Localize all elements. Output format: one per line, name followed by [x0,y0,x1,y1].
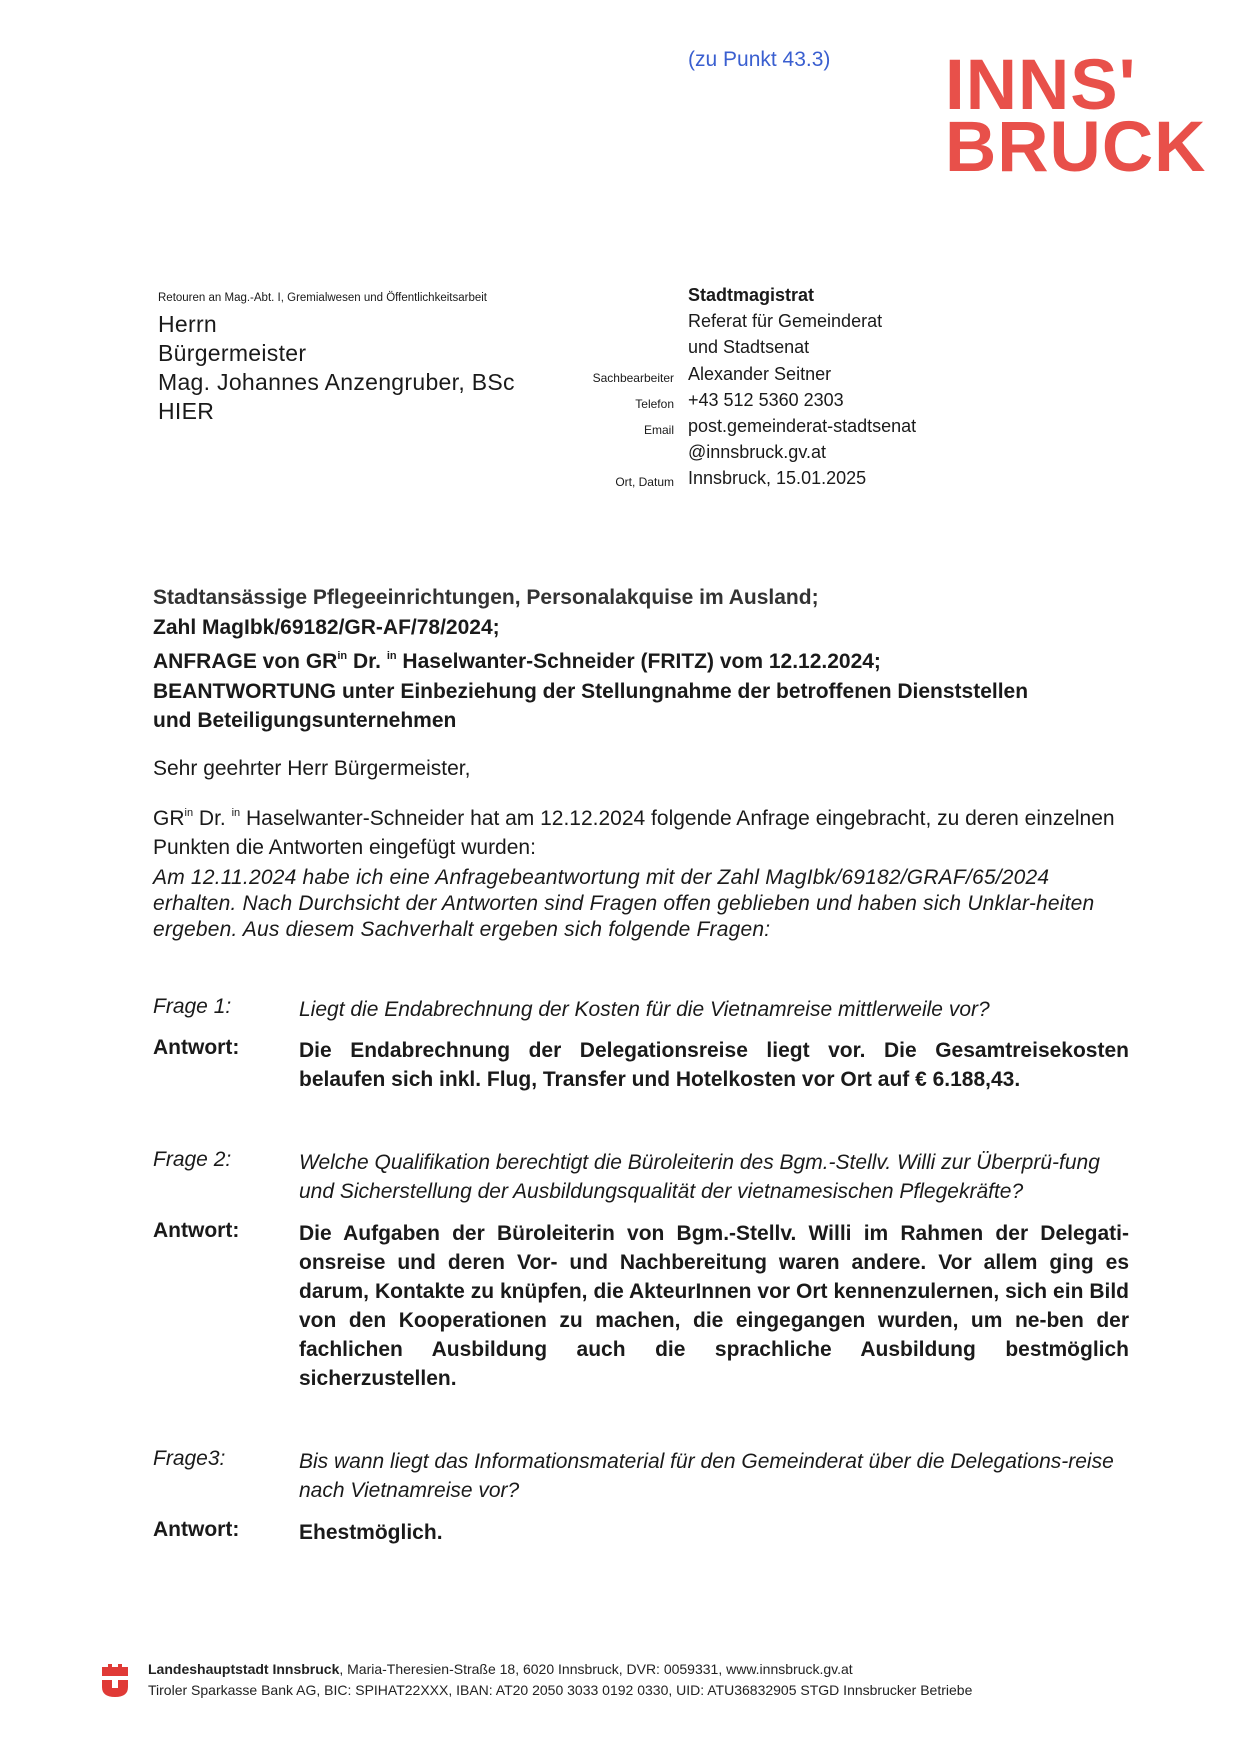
quoted-inquiry: Am 12.11.2024 habe ich eine Anfragebeantwortung mit der Zahl MagIbk/69182/GRAF/65/2024 erhalten. Nach Durchsicht der Antworten sind Fragen offen geblieben und haben sich Unklar-heiten ergeben. Aus diesem Sachverhalt ergeben sich folgende Fragen: [153,866,1095,941]
answer-text: Die Aufgaben der Büroleiterin von Bgm.-Stellv. Willi im Rahmen der Delegati-onsreise und deren Vor- und Nachbereitung waren andere. Vor allem ging es darum, Kontakte zu knüpfen, die AkteurInnen vor Ort kennenzulernen, sich ein Bild von den Kooperationen zu machen, die eingegangen wurden, um ne-ben der fachlichen Ausbildung auch die sprachliche Ausbildung bestmöglich sicherzustellen. [299,1222,1129,1390]
email-line-1: post.gemeinderat-stadtsenat [688,415,917,436]
answer-text: Die Endabrechnung der Delegationsreise liegt vor. Die Gesamtreisekosten belaufen sich inkl. Flug, Transfer und Hotelkosten vor Ort auf € 6.188,43. [299,1039,1129,1091]
innsbruck-logo [945,46,1207,187]
recipient-line: Mag. Johannes Anzengruber, BSc [158,369,515,395]
email-label: Email [643,422,674,437]
question-label: Frage 1: [153,995,232,1018]
place-date: Innsbruck, 15.01.2025 [688,468,867,489]
recipient-line: HIER [158,398,215,424]
subject-line: Stadtansässige Pflegeeinrichtungen, Personalakquise im Ausland; [153,586,819,609]
sender-dept-line-1: Referat für Gemeinderat [688,311,883,332]
footer-line-1: Landeshauptstadt Innsbruck, Maria-Theresien-Straße 18, 6020 Innsbruck, DVR: 0059331, www.innsbruck.gv.at [148,1661,853,1677]
subject-line: BEANTWORTUNG unter Einbeziehung der Stellungnahme der betroffenen Dienststellen [153,679,1029,703]
city-crest-icon [100,1663,130,1699]
intro-paragraph: $GR^{in}$ Dr. $^{in}$ Haselwanter-Schneider hat am 12.12.2024 folgende Anfrage eingebracht, zu deren einzelnen Punkten die Antworten eingefügt wurden: [153,807,1115,859]
phone-number: +43 512 5360 2303 [688,389,844,410]
sender-org: Stadtmagistrat [688,285,815,305]
email-line-2: @innsbruck.gv.at [688,442,826,463]
recipient-line: Herrn [158,311,218,337]
return-address-line: Retouren an Mag.-Abt. I, Gremialwesen und Öffentlichkeitsarbeit [158,292,487,304]
question-label: Frage3: [153,1447,226,1470]
subject-block [153,583,1113,736]
question-text: Bis wann liegt das Informationsmaterial für den Gemeinderat über die Delegations-reise nach Vietnamreise vor? [299,1450,1114,1502]
question-text: Liegt die Endabrechnung der Kosten für die Vietnamreise mittlerweile vor? [299,998,990,1021]
footer-line-2: Tiroler Sparkasse Bank AG, BIC: SPIHAT22XXX, IBAN: AT20 2050 3033 0192 0330, UID: ATU36832905 STGD Innsbrucker Betriebe [148,1682,973,1698]
question-label: Frage 2: [153,1148,232,1171]
logo-line-2: BRUCK [945,108,1207,187]
answer-text: Ehestmöglich. [299,1521,443,1544]
clerk-label: Sachbearbeiter [592,370,674,385]
subject-line: und Beteiligungsunternehmen [153,709,457,732]
question-text: Welche Qualifikation berechtigt die Büroleiterin des Bgm.-Stellv. Willi zur Überprü-fung und Sicherstellung der Ausbildungsqualität der vietnamesischen Pflegekräfte? [299,1151,1100,1203]
date-label: Ort, Datum [615,475,674,490]
recipient-block [158,310,515,426]
phone-label: Telefon [635,396,674,411]
recipient-line: Bürgermeister [158,340,307,366]
salutation: Sehr geehrter Herr Bürgermeister, [153,757,471,780]
sender-dept-line-2: und Stadtsenat [688,337,810,358]
answer-label: Antwort: [153,1036,240,1059]
subject-line: Zahl MagIbk/69182/GR-AF/78/2024; [153,615,500,639]
logo-line-1: INNS' [945,46,1137,125]
answer-label: Antwort: [153,1518,240,1541]
footer [148,1659,972,1701]
answer-label: Antwort: [153,1219,240,1242]
subject-line: ANFRAGE von $GR^{in}$ Dr. $^{in}$ Haselwanter-Schneider (FRITZ) vom 12.12.2024; [153,650,881,673]
top-note: (zu Punkt 43.3) [688,48,831,71]
clerk-name: Alexander Seitner [688,363,832,384]
